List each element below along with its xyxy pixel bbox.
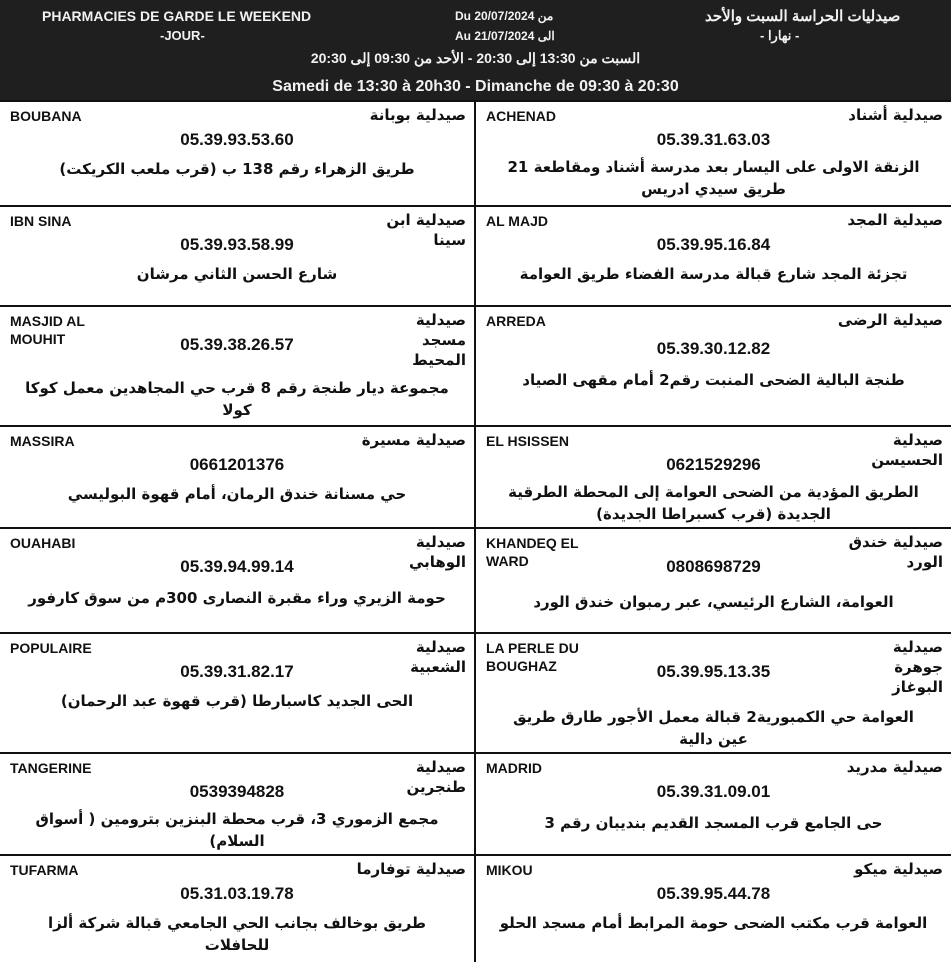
- pharmacy-cell: [0, 856, 476, 962]
- pharmacy-address: العوامة حي الكمبورية2 قبالة معمل الأجور طارق طريق عين دالية: [513, 708, 914, 748]
- pharmacy-name-ar: صيدلية مسيرة: [361, 431, 466, 449]
- pharmacy-name-fr: TANGERINE: [10, 760, 92, 776]
- pharmacy-name-ar: صيدلية مسجد المحيط: [412, 311, 466, 369]
- table-row: [0, 102, 951, 207]
- pharmacy-name-fr: BOUBANA: [10, 108, 82, 124]
- subtitle-fr: -JOUR-: [160, 28, 205, 43]
- pharmacy-phone: 05.39.95.44.78: [656, 884, 771, 903]
- pharmacy-name-ar: صيدلية الرضى: [837, 311, 943, 329]
- subtitle-ar: - نهارا -: [760, 28, 800, 43]
- pharmacy-name-fr: AL MAJD: [486, 213, 548, 229]
- pharmacy-name-fr: KHANDEQ EL WARD: [486, 535, 579, 569]
- table-row: [0, 529, 951, 634]
- pharmacy-cell: [0, 207, 476, 305]
- pharmacy-address: العوامة، الشارع الرئيسي، عبر رمبوان خندق الورد: [533, 593, 894, 611]
- pharmacy-phone: 0808698729: [666, 557, 761, 576]
- date-from: Du 20/07/2024 من: [455, 9, 554, 23]
- pharmacy-name-ar: صيدلية المجد: [847, 211, 943, 229]
- table-row: [0, 207, 951, 307]
- pharmacy-name-fr: POPULAIRE: [10, 640, 92, 656]
- table-row: [0, 856, 951, 962]
- table-row: [0, 307, 951, 427]
- pharmacy-name-fr: OUAHABI: [10, 535, 76, 551]
- pharmacy-name-ar: صيدلية توفارما: [356, 860, 466, 878]
- pharmacy-name-fr: MASSIRA: [10, 433, 75, 449]
- pharmacy-name-fr: ACHENAD: [486, 108, 556, 124]
- pharmacy-name-fr: MASJID AL MOUHIT: [10, 313, 85, 347]
- pharmacy-address: حى الجامع قرب المسجد القديم بنديبان رقم 3: [544, 814, 883, 832]
- pharmacy-phone: 05.39.31.09.01: [656, 782, 771, 801]
- date-to: Au 21/07/2024 الى: [455, 29, 555, 43]
- pharmacy-name-ar: صيدلية ابن سينا: [386, 211, 466, 249]
- pharmacy-cell: [476, 307, 951, 425]
- pharmacy-cell: [476, 427, 951, 527]
- pharmacy-address: طريق بوخالف بجانب الحي الجامعي قبالة شركة ألزا للحافلات: [47, 914, 427, 954]
- pharmacy-phone: 05.39.31.82.17: [180, 662, 294, 681]
- pharmacy-cell: [476, 856, 951, 962]
- pharmacy-cell: [476, 529, 951, 632]
- pharmacy-phone: 05.39.93.58.99: [180, 235, 294, 254]
- pharmacy-name-ar: صيدلية مدريد: [846, 758, 943, 776]
- table-row: [0, 754, 951, 856]
- pharmacy-phone: 05.39.95.16.84: [656, 235, 771, 254]
- title-ar: صيدليات الحراسة السبت والأحد: [705, 8, 901, 25]
- pharmacy-address: طريق الزهراء رقم 138 ب (قرب ملعب الكريكت): [59, 160, 415, 178]
- table-row: [0, 634, 951, 754]
- pharmacy-cell: [0, 307, 476, 425]
- pharmacy-name-fr: EL HSISSEN: [486, 433, 569, 449]
- pharmacy-phone: 05.39.93.53.60: [180, 130, 294, 149]
- pharmacy-phone: 0661201376: [189, 455, 285, 474]
- pharmacy-cell: [476, 634, 951, 752]
- hours-ar: السبت من 13:30 إلى 20:30 - الأحد من 09:30 إلى 20:30: [310, 50, 641, 66]
- pharmacy-name-fr: TUFARMA: [10, 862, 79, 878]
- pharmacy-cell: [0, 529, 476, 632]
- pharmacy-name-ar: صيدلية الشعبية: [410, 638, 466, 676]
- pharmacy-name-ar: صيدلية الحسيسن: [871, 431, 943, 469]
- pharmacy-address: الزنقة الاولى على اليسار بعد مدرسة أشناد ومقاطعة 21 طريق سيدي ادريس: [507, 158, 920, 198]
- pharmacy-phone: 05.39.38.26.57: [180, 335, 294, 354]
- pharmacy-address: الحى الجديد كاسبارطا (قرب قهوة عبد الرحمان): [60, 692, 414, 710]
- pharmacy-name-ar: صيدلية جوهرة البوغاز: [892, 638, 943, 696]
- pharmacy-address: طنجة البالية الضحى المنبت رقم2 أمام مقهى الصياد: [522, 371, 905, 389]
- pharmacy-phone: 0621529296: [666, 455, 761, 474]
- table-row: [0, 427, 951, 529]
- pharmacy-address: العوامة قرب مكتب الضحى حومة المرابط أمام مسجد الحلو: [499, 914, 928, 932]
- pharmacy-name-fr: MIKOU: [486, 862, 533, 878]
- pharmacy-phone: 05.39.95.13.35: [656, 662, 771, 681]
- pharmacy-name-ar: صيدلية أشناد: [848, 106, 943, 124]
- pharmacy-name-fr: ARREDA: [486, 313, 546, 329]
- page-header: [0, 0, 951, 100]
- pharmacy-phone: 0539394828: [189, 782, 285, 801]
- pharmacy-address: حومة الزيري وراء مقبرة النصارى 300م من سوق كارفور: [28, 589, 446, 607]
- pharmacy-cell: [0, 102, 476, 205]
- pharmacy-phone: 05.39.30.12.82: [656, 339, 771, 358]
- pharmacy-phone: 05.31.03.19.78: [180, 884, 294, 903]
- pharmacy-name-ar: صيدلية ميكو: [854, 860, 943, 878]
- pharmacy-name-ar: صيدلية طنجرين: [406, 758, 466, 796]
- pharmacy-address: شارع الحسن الثاني مرشان: [136, 265, 338, 283]
- pharmacy-cell: [0, 427, 476, 527]
- pharmacy-address: مجمع الزموري 3، قرب محطة البنزين بترومين ( أسواق السلام): [35, 810, 439, 850]
- pharmacy-table: [0, 100, 951, 960]
- pharmacy-cell: [476, 207, 951, 305]
- pharmacy-cell: [476, 754, 951, 854]
- pharmacy-address: حي مسنانة خندق الرمان، أمام قهوة البوليسي: [67, 485, 407, 503]
- pharmacy-address: الطريق المؤدية من الضحى العوامة إلى المحطة الطرقية الجديدة (قرب كسبراطا الجديدة): [508, 483, 919, 523]
- pharmacy-phone: 05.39.94.99.14: [180, 557, 294, 576]
- pharmacy-cell: [0, 754, 476, 854]
- title-fr: PHARMACIES DE GARDE LE WEEKEND: [42, 8, 312, 24]
- pharmacy-name-ar: صيدلية الوهابي: [408, 533, 466, 571]
- pharmacy-name-fr: LA PERLE DU BOUGHAZ: [486, 640, 579, 674]
- pharmacy-name-fr: IBN SINA: [10, 213, 72, 229]
- pharmacy-address: مجموعة ديار طنجة رقم 8 قرب حي المجاهدين معمل كوكا كولا: [25, 379, 449, 419]
- hours-fr: Samedi de 13:30 à 20h30 - Dimanche de 09:30 à 20:30: [272, 78, 679, 95]
- pharmacy-name-ar: صيدلية بوبانة: [369, 106, 466, 124]
- pharmacy-cell: [0, 634, 476, 752]
- pharmacy-address: تجزئة المجد شارع قبالة مدرسة الفضاء طريق العوامة: [519, 265, 908, 283]
- pharmacy-cell: [476, 102, 951, 205]
- pharmacy-phone: 05.39.31.63.03: [656, 130, 771, 149]
- pharmacy-name-ar: صيدلية خندق الورد: [848, 533, 943, 571]
- pharmacy-name-fr: MADRID: [486, 760, 542, 776]
